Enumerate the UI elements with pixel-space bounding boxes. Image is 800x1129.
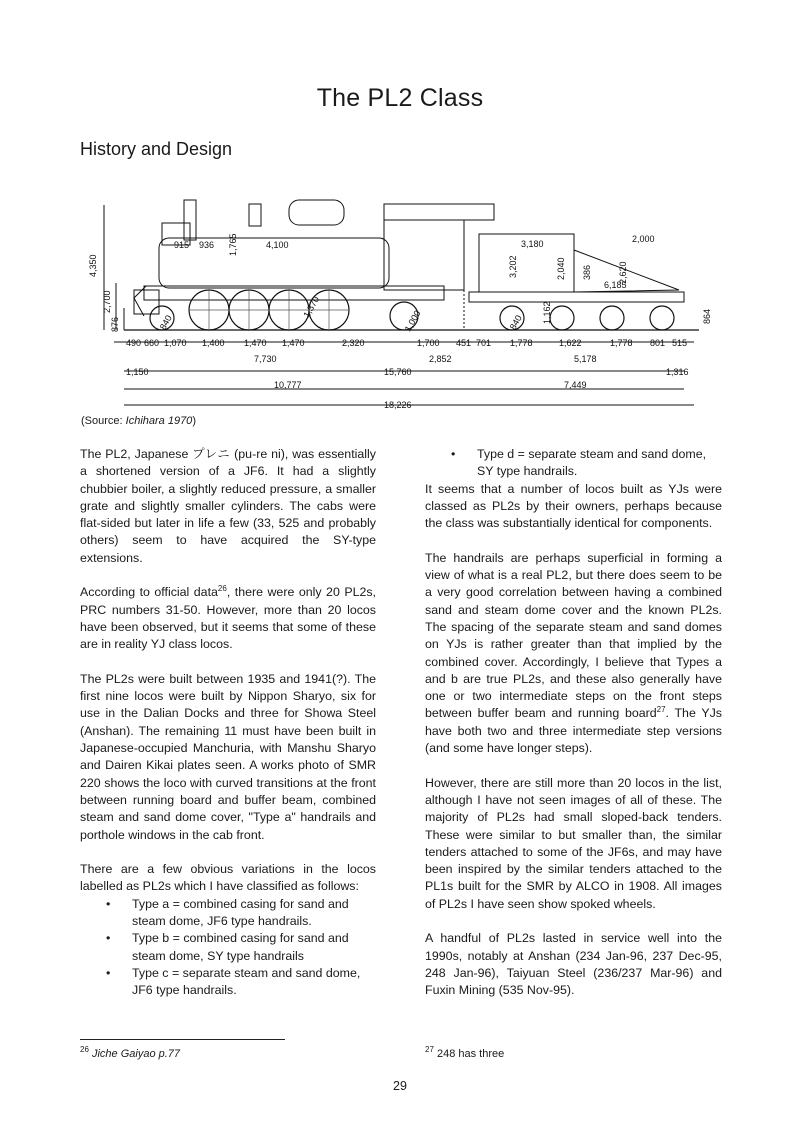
dim-f1: 1,150 bbox=[126, 367, 149, 377]
dim-d2: 660 bbox=[144, 338, 160, 348]
paragraph: According to official data$^{26}$, there were only 20 PL2s, PRC numbers 31-50. However, more than 20 locos have been observed, but it seems that some of these are in reality YJ class locos. bbox=[80, 584, 377, 652]
dim-f3: 1,316 bbox=[666, 367, 689, 377]
dim-d6: 1,470 bbox=[282, 338, 305, 348]
dim-f2: 15,760 bbox=[384, 367, 412, 377]
dim-axle-height: 876 bbox=[110, 316, 120, 332]
dim-rear-h: 864 bbox=[702, 308, 712, 324]
dim-d12: 1,622 bbox=[559, 338, 582, 348]
dim-d10: 701 bbox=[476, 338, 492, 348]
paragraph: A handful of PL2s lasted in service well into the 1990s, notably at Anshan (234 Jan-96, 237 Dec-95, 248 Jan-96), Taiyuan Steel (236/237 Mar-96) and Fuxin Mining (535 Nov-95). bbox=[425, 931, 722, 998]
dim-d5: 1,470 bbox=[244, 338, 267, 348]
dim-dome-height: 1,765 bbox=[228, 233, 238, 256]
variation-list bbox=[80, 896, 376, 1000]
dim-d14: 801 bbox=[650, 338, 666, 348]
locomotive-diagram bbox=[84, 190, 714, 412]
dim-d7: 2,320 bbox=[342, 338, 365, 348]
list-item: • Type d = separate steam and sand dome, SY type handrails. bbox=[451, 447, 707, 479]
footnote-divider bbox=[80, 1039, 285, 1040]
variation-list-continued bbox=[425, 446, 722, 481]
figure-source: (Source: Ichihara 1970) bbox=[81, 415, 196, 427]
footnote-27: $^{27}$ 248 has three bbox=[425, 1045, 505, 1060]
paragraph: The handrails are perhaps superficial in forming a view of what is a real PL2, but there does seem to be a very good correlation between having a combined sand and steam dome cover and the known PL2s. The spacing of the separate steam and sand domes on YJs is rather greater than that implied by the combined cover. Accordingly, I believe that Types a and b are true PL2s, and these also generally have one or two intermediate steps on the front steps between buffer beam and running board$^{27}$. The YJs have both two and three intermediate step versions (and some have longer steps). bbox=[425, 550, 722, 756]
dim-top-height: 4,350 bbox=[88, 254, 98, 277]
dim-tender-len: 6,185 bbox=[604, 280, 627, 290]
paragraph: The PL2, Japanese プレニ (pu-re ni), was essentially a shortened version of a JF6. It had a slightly chubbier boiler, a slightly reduced pressure, a smaller grate and slightly smaller cylinders. The cabs were flat-sided but later in life a few (33, 525 and probably others) seem to have acquired the SY-type extensions. bbox=[80, 447, 376, 565]
dim-drv-wheel: 1,370 bbox=[301, 294, 322, 320]
paragraph: It seems that a number of locos built as YJs were classed as PL2s by their owners, perhaps because the class was substantially identical for components. bbox=[425, 481, 722, 531]
dim-d4: 1,400 bbox=[202, 338, 225, 348]
dim-d3: 1,070 bbox=[164, 338, 187, 348]
dim-tender-top: 3,180 bbox=[521, 239, 544, 249]
list-item: • Type a = combined casing for sand and steam dome, JF6 type handrails. bbox=[106, 896, 349, 929]
dim-tender-rear: 2,000 bbox=[632, 234, 655, 244]
dim-boiler-len: 4,100 bbox=[266, 240, 289, 250]
dim-e2: 2,852 bbox=[429, 354, 452, 364]
dim-d15: 515 bbox=[672, 338, 688, 348]
dim-tender-axle: 1,162 bbox=[542, 301, 552, 324]
source-ref: Ichihara 1970 bbox=[125, 415, 193, 427]
footnote-26: $^{26}$ Jiche Gaiyao p.77 bbox=[80, 1045, 181, 1060]
right-column bbox=[425, 446, 722, 1017]
section-heading: History and Design bbox=[80, 139, 233, 159]
dim-dome-gap: 936 bbox=[199, 240, 215, 250]
dim-boiler-height: 2,700 bbox=[102, 290, 112, 313]
dim-tender-h1: 3,202 bbox=[508, 255, 518, 278]
dim-e1: 7,730 bbox=[254, 354, 277, 364]
dim-g1: 10,777 bbox=[274, 380, 302, 390]
footnote-ref: 27 bbox=[656, 705, 666, 715]
dim-e3: 5,178 bbox=[574, 354, 597, 364]
dim-tender-wheel: 840 bbox=[507, 313, 524, 332]
paragraph: There are a few obvious variations in the locos labelled as PL2s which I have classified as follows: bbox=[80, 862, 376, 894]
dim-g2: 7,449 bbox=[564, 380, 587, 390]
dim-d1: 490 bbox=[126, 338, 142, 348]
paragraph: However, there are still more than 20 locos in the list, although I have not seen images of all of these. The majority of PL2s had small sloped-back tenders. These were similar to but smaller than, the similar tenders attached to some of the JF6s, and may have been inspired by the similar tenders attached to the PL1s built for the SMR by ALCO in 1908. All images of PL2s I have seen show spoked wheels. bbox=[425, 775, 722, 911]
page-title: The PL2 Class bbox=[316, 84, 484, 112]
dim-trail-wheel: 1,000 bbox=[402, 308, 423, 334]
dim-d8: 1,700 bbox=[417, 338, 440, 348]
dim-d13: 1,778 bbox=[610, 338, 633, 348]
list-item: • Type c = separate steam and sand dome, JF6 type handrails. bbox=[106, 965, 361, 998]
dim-d11: 1,778 bbox=[510, 338, 533, 348]
dim-tender-h3: 386 bbox=[582, 264, 592, 280]
paragraph: The PL2s were built between 1935 and 1941(?). The first nine locos were built by Nippon Sharyo, six for use in the Dalian Docks and three for Showa Steel (Anshan). The remaining 11 must have been built in Japanese-occupied Manchuria, with Manshu Sharyo and Dairen Kikai plates seen. A works photo of SMR 220 shows the loco with curved transitions at the front between running board and buffer beam, combined steam and sand dome cover, "Type a" handrails and porthole windows in the cab front. bbox=[80, 671, 376, 842]
dim-tender-h4: 2,620 bbox=[618, 261, 628, 284]
dim-d9: 451 bbox=[456, 338, 472, 348]
dim-front-gap: 915 bbox=[174, 240, 190, 250]
footnote-ref: 26 bbox=[217, 584, 227, 594]
dim-tender-h2: 2,040 bbox=[556, 257, 566, 280]
list-item: • Type b = combined casing for sand and steam dome, SY type handrails bbox=[106, 931, 349, 963]
page-number: 29 bbox=[393, 1079, 407, 1093]
left-column bbox=[80, 446, 376, 1017]
dim-lead-wheel: 840 bbox=[157, 313, 174, 332]
dim-overall: 18,226 bbox=[384, 400, 412, 410]
